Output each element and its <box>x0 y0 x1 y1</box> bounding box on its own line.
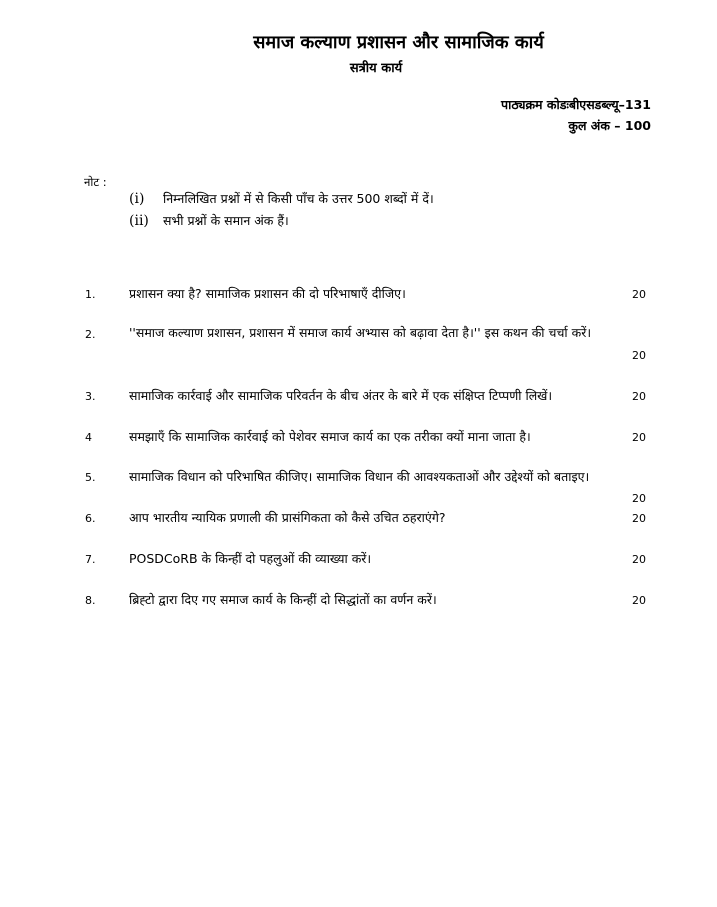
question-text: ''समाज कल्याण प्रशासन, प्रशासन में समाज कार्य अभ्यास को बढ़ावा देता है।'' इस कथन की चर्चा करें। <box>129 325 592 340</box>
instruction-item <box>129 190 434 207</box>
instruction-numeral: (i) <box>129 191 145 207</box>
question-text: POSDCoRB के किन्हीं दो पहलुओं की व्याख्या करें। <box>129 551 372 566</box>
question-number: 4 <box>85 431 92 444</box>
instruction-text: सभी प्रश्नों के समान अंक हैं। <box>163 213 289 228</box>
question-text: आप भारतीय न्यायिक प्रणाली की प्रासंगिकता को कैसे उचित ठहराएंगे? <box>129 510 446 525</box>
question-text: समझाएँ कि सामाजिक कार्रवाई को पेशेवर समाज कार्य का एक तरीका क्यों माना जाता है। <box>129 429 531 444</box>
course-code: पाठ्यक्रम कोडःबीएसडब्ल्यू–131 <box>501 97 651 112</box>
question-marks: 20 <box>632 288 646 301</box>
question-marks: 20 <box>632 594 646 607</box>
question-marks: 20 <box>632 349 646 362</box>
question-number: 8. <box>85 594 96 607</box>
question-marks: 20 <box>632 492 646 505</box>
question-text: सामाजिक विधान को परिभाषित कीजिए। सामाजिक विधान की आवश्यकताओं और उद्देश्यों को बताइए। <box>129 469 590 484</box>
question-marks: 20 <box>632 390 646 403</box>
question-text: प्रशासन क्या है? सामाजिक प्रशासन की दो परिभाषाएँ दीजिए। <box>129 286 406 301</box>
total-marks: कुल अंक – 100 <box>568 118 651 133</box>
question-text: ब्रिह्टो द्वारा दिए गए समाज कार्य के किन्हीं दो सिद्धांतों का वर्णन करें। <box>129 592 437 607</box>
question-number: 6. <box>85 512 96 525</box>
document-title: समाज कल्याण प्रशासन और सामाजिक कार्य <box>253 32 544 53</box>
question-marks: 20 <box>632 553 646 566</box>
question-number: 3. <box>85 390 96 403</box>
question-number: 1. <box>85 288 96 301</box>
instruction-item <box>129 212 289 229</box>
instruction-text: निम्नलिखित प्रश्नों में से किसी पाँच के उत्तर 500 शब्दों में दें। <box>163 191 434 206</box>
question-marks: 20 <box>632 431 646 444</box>
question-number: 5. <box>85 471 96 484</box>
question-marks: 20 <box>632 512 646 525</box>
question-number: 2. <box>85 328 96 341</box>
instruction-numeral: (ii) <box>129 213 149 229</box>
question-text: सामाजिक कार्रवाई और सामाजिक परिवर्तन के बीच अंतर के बारे में एक संक्षिप्त टिप्पणी लिखें। <box>129 388 553 403</box>
document-subtitle: सत्रीय कार्य <box>349 61 403 76</box>
note-label: नोट : <box>84 175 107 189</box>
question-number: 7. <box>85 553 96 566</box>
